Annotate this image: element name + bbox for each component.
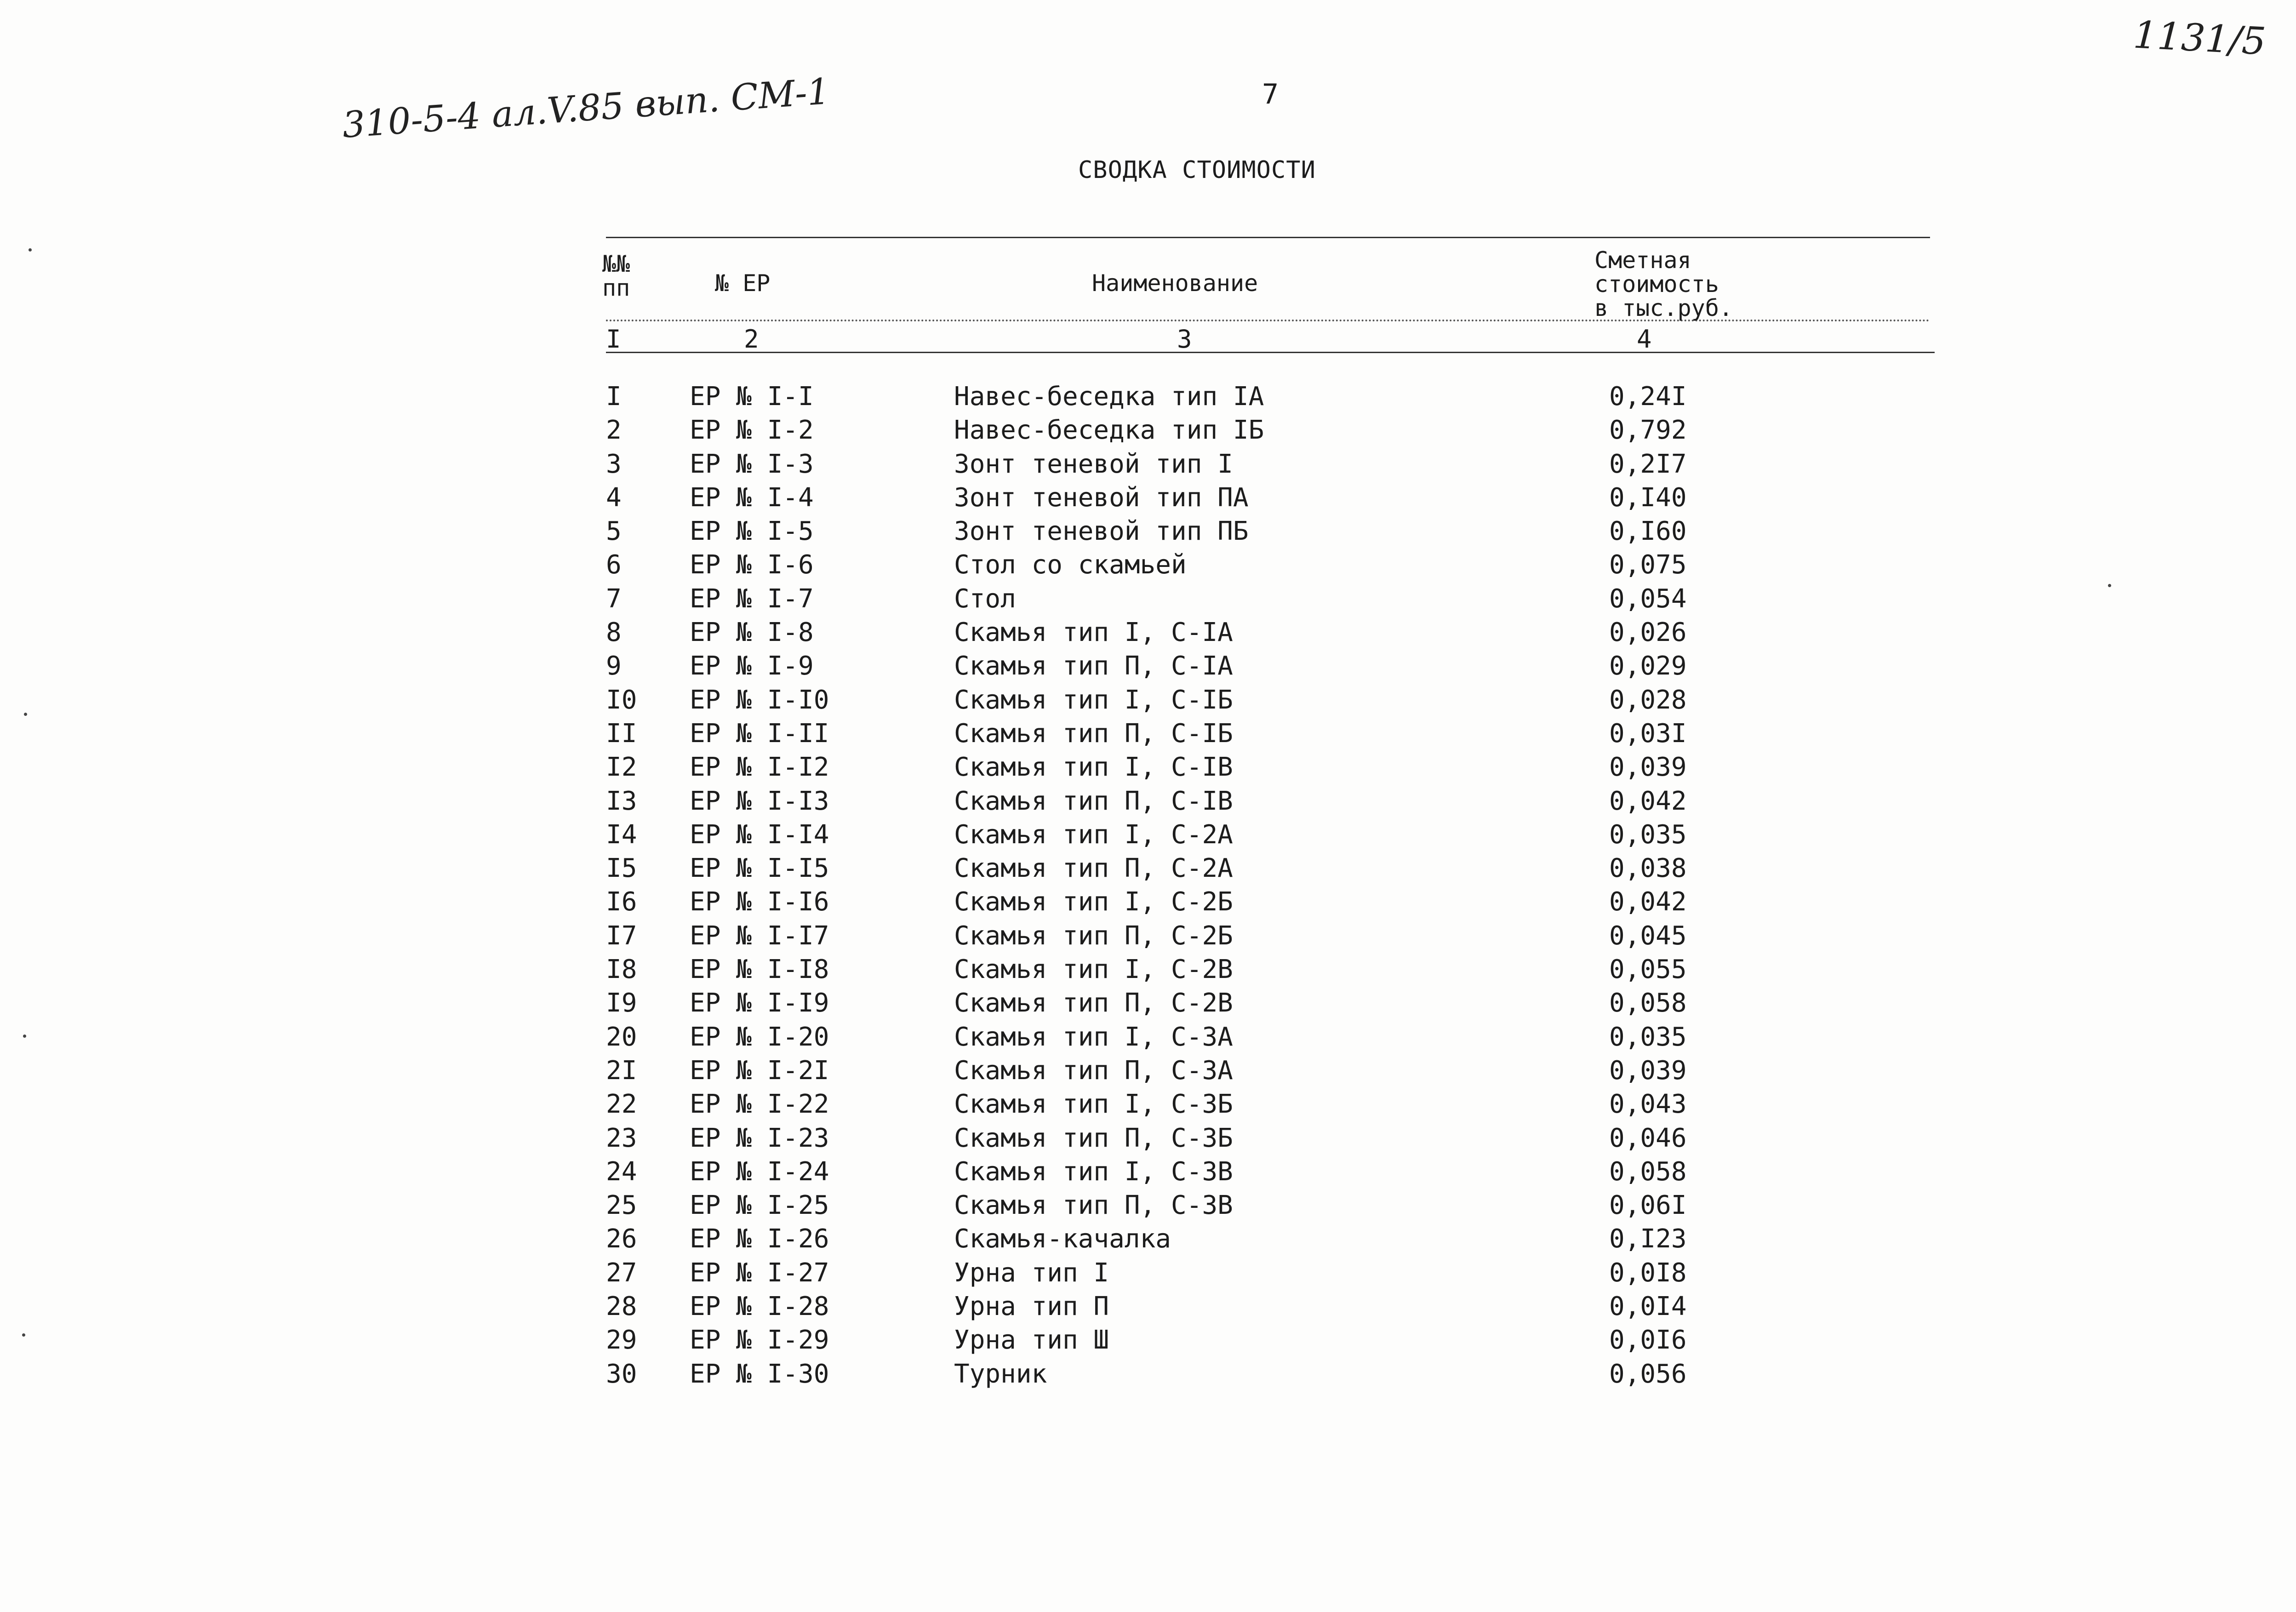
ep-code: ЕР № I-30 (690, 1359, 829, 1389)
ep-code: ЕР № I-I0 (690, 685, 829, 715)
item-cost: 0,I40 (1609, 482, 1687, 513)
item-cost: 0,I23 (1609, 1224, 1687, 1254)
ep-code: ЕР № I-I6 (690, 887, 829, 917)
ep-code: ЕР № I-24 (690, 1156, 829, 1187)
item-name: Стол (954, 583, 1016, 614)
row-number: I5 (606, 853, 637, 884)
ep-code: ЕР № I-I (690, 382, 814, 412)
column-number-3: 3 (1177, 325, 1192, 354)
table-row (0, 954, 2296, 987)
row-number: 27 (606, 1258, 637, 1288)
table-row (0, 852, 2296, 886)
scan-speck (22, 1333, 25, 1337)
item-cost: 0,058 (1609, 988, 1687, 1018)
ep-code: ЕР № I-I2 (690, 752, 829, 783)
row-number: 29 (606, 1325, 637, 1355)
item-cost: 0,075 (1609, 550, 1687, 580)
row-number: I2 (606, 752, 637, 783)
table-row (0, 1088, 2296, 1122)
table-row (0, 1021, 2296, 1055)
item-cost: 0,055 (1609, 955, 1687, 985)
ep-code: ЕР № I-I3 (690, 786, 829, 816)
item-cost: 0,054 (1609, 583, 1687, 614)
column-number-2: 2 (744, 325, 759, 354)
item-cost: 0,I60 (1609, 516, 1687, 547)
ep-code: ЕР № I-5 (690, 516, 814, 547)
item-name: Скамья тип П, С-2В (954, 988, 1233, 1018)
row-number: 30 (606, 1359, 637, 1389)
ep-code: ЕР № I-I5 (690, 853, 829, 884)
row-number: I3 (606, 786, 637, 816)
table-row (0, 886, 2296, 920)
item-name: Скамья тип П, С-2А (954, 853, 1233, 884)
table-row (0, 1189, 2296, 1223)
item-name: Скамья тип I, С-2А (954, 819, 1233, 850)
item-name: Навес-беседка тип IБ (954, 415, 1264, 446)
ep-code: ЕР № I-20 (690, 1022, 829, 1052)
row-number: 8 (606, 617, 622, 648)
ep-code: ЕР № I-II (690, 718, 829, 749)
page-number: 7 (1262, 78, 1279, 110)
row-number: 23 (606, 1123, 637, 1153)
row-number: 9 (606, 651, 622, 681)
item-cost: 0,035 (1609, 1022, 1687, 1052)
table-row (0, 987, 2296, 1021)
ep-code: ЕР № I-4 (690, 482, 814, 513)
item-name: Зонт теневой тип ПА (954, 482, 1249, 513)
table-row (0, 448, 2296, 482)
item-name: Стол со скамьей (954, 550, 1187, 580)
row-number: I6 (606, 887, 637, 917)
row-number: I4 (606, 819, 637, 850)
item-name: Скамья тип I, С-3А (954, 1022, 1233, 1052)
item-cost: 0,026 (1609, 617, 1687, 648)
ep-code: ЕР № I-7 (690, 583, 814, 614)
table-row (0, 515, 2296, 549)
ep-code: ЕР № I-22 (690, 1089, 829, 1120)
item-name: Скамья тип П, С-3В (954, 1190, 1233, 1221)
item-cost: 0,042 (1609, 786, 1687, 816)
item-name: Урна тип П (954, 1292, 1109, 1322)
item-cost: 0,028 (1609, 685, 1687, 715)
ep-code: ЕР № I-8 (690, 617, 814, 648)
table-row (0, 1257, 2296, 1291)
table-row (0, 785, 2296, 819)
handwritten-sheet-number: 1131/5 (2132, 13, 2267, 64)
item-cost: 0,039 (1609, 752, 1687, 783)
header-ep-number: № ЕР (715, 270, 771, 297)
item-cost: 0,0I4 (1609, 1292, 1687, 1322)
column-number-1: I (606, 325, 621, 354)
table-row (0, 1156, 2296, 1189)
item-name: Скамья тип П, С-2Б (954, 920, 1233, 951)
ep-code: ЕР № I-25 (690, 1190, 829, 1221)
row-number: 22 (606, 1089, 637, 1120)
ep-code: ЕР № I-2I (690, 1055, 829, 1086)
table-row (0, 684, 2296, 718)
item-name: Скамья тип П, С-IБ (954, 718, 1233, 749)
table-row (0, 819, 2296, 852)
item-name: Скамья тип П, С-IВ (954, 786, 1233, 816)
item-name: Скамья тип I, С-2В (954, 955, 1233, 985)
item-cost: 0,042 (1609, 887, 1687, 917)
header-row-number: №№ пп (602, 251, 630, 301)
table-row (0, 549, 2296, 583)
item-cost: 0,038 (1609, 853, 1687, 884)
column-number-4: 4 (1637, 325, 1652, 354)
ep-code: ЕР № I-26 (690, 1224, 829, 1254)
table-row (0, 1358, 2296, 1392)
row-number: I (606, 382, 622, 412)
row-number: 24 (606, 1156, 637, 1187)
item-cost: 0,035 (1609, 819, 1687, 850)
ep-code: ЕР № I-6 (690, 550, 814, 580)
item-cost: 0,24I (1609, 382, 1687, 412)
row-number: 6 (606, 550, 622, 580)
item-cost: 0,0I6 (1609, 1325, 1687, 1355)
table-row (0, 1324, 2296, 1358)
ep-code: ЕР № I-28 (690, 1292, 829, 1322)
item-name: Зонт теневой тип I (954, 449, 1233, 479)
item-name: Скамья тип П, С-IА (954, 651, 1233, 681)
row-number: 25 (606, 1190, 637, 1221)
item-cost: 0,045 (1609, 920, 1687, 951)
table-row (0, 583, 2296, 617)
table-row (0, 617, 2296, 650)
ep-code: ЕР № I-I4 (690, 819, 829, 850)
item-cost: 0,06I (1609, 1190, 1687, 1221)
row-number: 20 (606, 1022, 637, 1052)
scan-speck (24, 713, 27, 716)
row-number: 2 (606, 415, 622, 446)
item-name: Скамья тип I, С-IВ (954, 752, 1233, 783)
item-cost: 0,03I (1609, 718, 1687, 749)
row-number: 7 (606, 583, 622, 614)
row-number: 28 (606, 1292, 637, 1322)
item-name: Скамья тип I, С-2Б (954, 887, 1233, 917)
table-top-rule (606, 237, 1930, 238)
item-name: Скамья тип I, С-3В (954, 1156, 1233, 1187)
item-name: Скамья тип П, С-3А (954, 1055, 1233, 1086)
table-row (0, 751, 2296, 785)
row-number: I7 (606, 920, 637, 951)
item-name: Скамья тип П, С-3Б (954, 1123, 1233, 1153)
item-name: Урна тип I (954, 1258, 1109, 1288)
row-number: 3 (606, 449, 622, 479)
table-row (0, 650, 2296, 684)
ep-code: ЕР № I-9 (690, 651, 814, 681)
scan-speck (29, 248, 32, 252)
ep-code: ЕР № I-3 (690, 449, 814, 479)
item-name: Скамья тип I, С-IА (954, 617, 1233, 648)
row-number: 4 (606, 482, 622, 513)
ep-code: ЕР № I-2 (690, 415, 814, 446)
row-number: I0 (606, 685, 637, 715)
ep-code: ЕР № I-I8 (690, 955, 829, 985)
item-name: Скамья тип I, С-IБ (954, 685, 1233, 715)
table-row (0, 1122, 2296, 1156)
item-cost: 0,046 (1609, 1123, 1687, 1153)
item-cost: 0,056 (1609, 1359, 1687, 1389)
table-row (0, 718, 2296, 751)
table-row (0, 1055, 2296, 1088)
row-number: 2I (606, 1055, 637, 1086)
ep-code: ЕР № I-I9 (690, 988, 829, 1018)
table-row (0, 414, 2296, 448)
item-name: Навес-беседка тип IА (954, 382, 1264, 412)
scan-speck (2108, 584, 2111, 587)
header-name: Наименование (1092, 270, 1258, 297)
item-cost: 0,2I7 (1609, 449, 1687, 479)
row-number: I8 (606, 955, 637, 985)
row-number: II (606, 718, 637, 749)
table-row (0, 381, 2296, 414)
item-cost: 0,029 (1609, 651, 1687, 681)
table-row (0, 1223, 2296, 1257)
item-name: Зонт теневой тип ПБ (954, 516, 1249, 547)
row-number: 5 (606, 516, 622, 547)
item-cost: 0,039 (1609, 1055, 1687, 1086)
column-number-rule (606, 352, 1935, 353)
item-name: Урна тип Ш (954, 1325, 1109, 1355)
handwritten-doc-code: 310-5-4 ал.V.85 вып. СМ-1 (341, 71, 831, 146)
scan-speck (23, 1035, 26, 1038)
cost-table-body (0, 381, 2296, 1392)
row-number: 26 (606, 1224, 637, 1254)
ep-code: ЕР № I-27 (690, 1258, 829, 1288)
item-name: Скамья тип I, С-3Б (954, 1089, 1233, 1120)
page-title: СВОДКА СТОИМОСТИ (1078, 156, 1316, 184)
header-estimated-cost: Сметная стоимость в тыс.руб. (1594, 247, 1733, 321)
table-row (0, 920, 2296, 954)
table-row (0, 1291, 2296, 1324)
item-name: Скамья-качалка (954, 1224, 1171, 1254)
ep-code: ЕР № I-I7 (690, 920, 829, 951)
item-cost: 0,058 (1609, 1156, 1687, 1187)
ep-code: ЕР № I-29 (690, 1325, 829, 1355)
row-number: I9 (606, 988, 637, 1018)
item-cost: 0,792 (1609, 415, 1687, 446)
item-name: Турник (954, 1359, 1047, 1389)
table-row (0, 482, 2296, 515)
item-cost: 0,043 (1609, 1089, 1687, 1120)
item-cost: 0,0I8 (1609, 1258, 1687, 1288)
ep-code: ЕР № I-23 (690, 1123, 829, 1153)
